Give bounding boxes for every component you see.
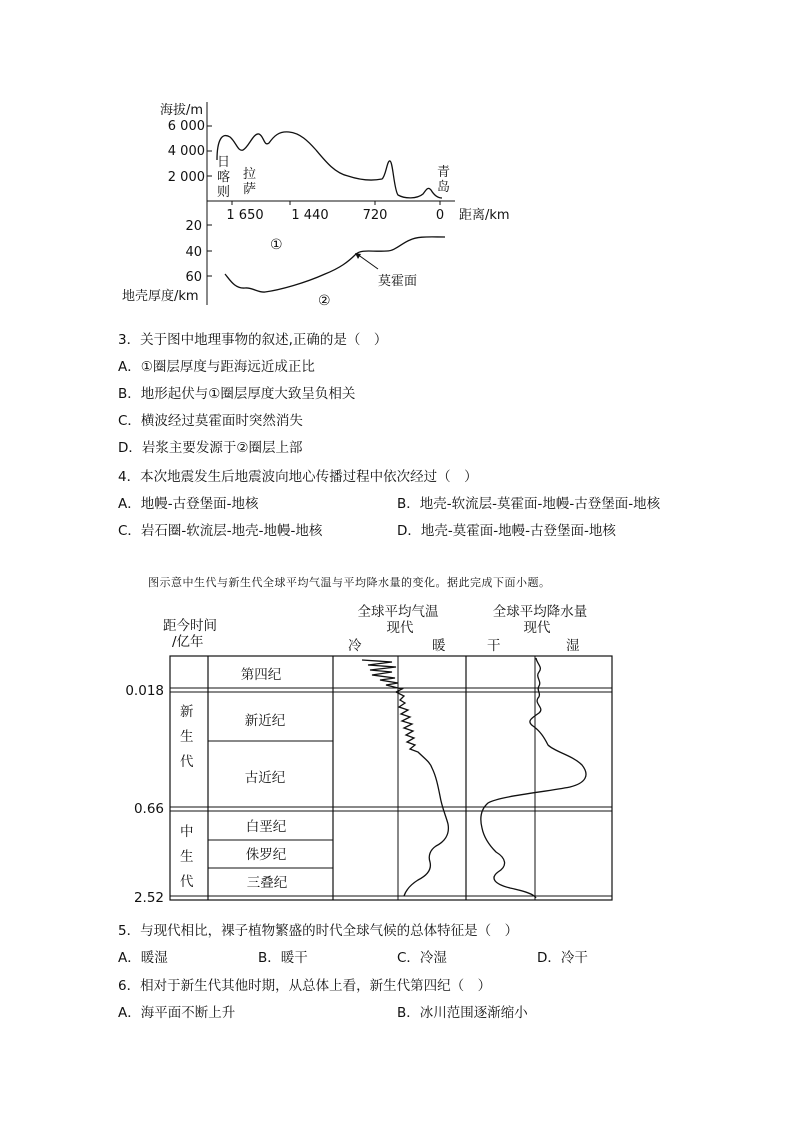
temperature-column-title: 全球平均气温 [357,604,439,620]
question-5-option-b: B．暖干 [258,950,308,966]
question-5-stem: 5．与现代相比，裸子植物繁盛的时代全球气候的总体特征是（ ） [118,923,519,939]
place-qingdao: 青 [437,165,451,180]
question-5-option-a: A．暖湿 [118,950,168,966]
depth-tick-20: 20 [185,219,202,234]
moho-label: 莫霍面 [378,274,418,289]
question-3-option-c: C．横波经过莫霍面时突然消失 [118,413,303,429]
place-qingdao: 岛 [437,180,451,195]
place-lasa: 萨 [243,182,257,197]
time-tick-066: 0.66 [133,801,164,817]
question-6-option-a: A．海平面不断上升 [118,1005,236,1021]
era-mesozoic: 生 [180,849,194,865]
temperature-warm-label: 暖 [432,638,446,654]
question-3-option-b: B．地形起伏与①圈层厚度大致呈负相关 [118,386,356,402]
depth-tick-40: 40 [185,245,202,260]
depth-axis-title: 地壳厚度/km [122,289,199,304]
question-5-option-c: C．冷湿 [397,950,447,966]
distance-tick-720: 720 [362,208,388,223]
precipitation-dry-label: 干 [487,638,501,654]
period-cretaceous: 白垩纪 [245,819,287,835]
question-4-stem: 4．本次地震发生后地震波向地心传播过程中依次经过（ ） [118,469,478,485]
period-paleogene: 古近纪 [244,770,286,786]
temperature-curve [362,660,448,896]
precipitation-wet-label: 湿 [566,638,580,654]
figure-2-caption: 图示意中生代与新生代全球平均气温与平均降水量的变化。据此完成下面小题。 [148,576,551,589]
time-axis-title-unit: /亿年 [172,634,204,650]
distance-tick-1650: 1 650 [226,208,264,223]
precipitation-column-title: 全球平均降水量 [492,604,588,620]
era-cenozoic: 生 [180,729,194,745]
question-6-option-b: B．冰川范围逐渐缩小 [397,1005,528,1021]
question-5-option-d: D．冷干 [537,950,588,966]
depth-tick-60: 60 [185,270,202,285]
period-quaternary: 第四纪 [240,667,282,683]
period-triassic: 三叠纪 [246,875,288,891]
layer-2-label: ② [318,293,331,309]
elevation-tick-2000: 2 000 [167,170,205,185]
place-lasa: 拉 [243,167,257,182]
temperature-modern-label: 现代 [386,620,414,636]
temperature-cold-label: 冷 [348,638,362,654]
question-6-stem: 6．相对于新生代其他时期，从总体上看，新生代第四纪（ ） [118,978,492,994]
chart-frame [170,656,612,900]
question-4-option-b: B．地壳-软流层-莫霍面-地幔-古登堡面-地核 [397,496,661,512]
question-4-option-a: A．地幔-古登堡面-地核 [118,496,259,512]
precipitation-curve [481,658,586,898]
time-axis-title: 距今时间 [163,618,217,634]
period-neogene: 新近纪 [244,713,286,729]
place-rikaze: 则 [217,185,231,200]
era-cenozoic: 代 [180,754,194,770]
era-cenozoic: 新 [180,704,194,720]
elevation-axis-title: 海拔/m [160,103,204,118]
place-rikaze: 日 [217,155,231,170]
place-rikaze: 喀 [217,170,231,185]
question-4-option-c: C．岩石圈-软流层-地壳-地幔-地核 [118,523,323,539]
time-tick-252: 2.52 [133,890,164,906]
distance-tick-1440: 1 440 [291,208,329,223]
question-4-option-d: D．地壳-莫霍面-地幔-古登堡面-地核 [397,523,616,539]
layer-1-label: ① [270,237,283,253]
question-3-option-a: A．①圈层厚度与距海远近成正比 [118,359,315,375]
distance-tick-0: 0 [435,208,445,223]
period-jurassic: 侏罗纪 [245,847,287,863]
precipitation-modern-label: 现代 [523,620,551,636]
era-mesozoic: 代 [180,874,194,890]
time-tick-0018: 0.018 [125,683,164,699]
distance-axis-title: 距离/km [459,208,510,223]
era-mesozoic: 中 [180,824,194,840]
elevation-tick-6000: 6 000 [167,119,205,134]
question-3-stem: 3．关于图中地理事物的叙述,正确的是（ ） [118,332,388,348]
elevation-tick-4000: 4 000 [167,144,205,159]
question-3-option-d: D．岩浆主要发源于②圈层上部 [118,440,303,456]
